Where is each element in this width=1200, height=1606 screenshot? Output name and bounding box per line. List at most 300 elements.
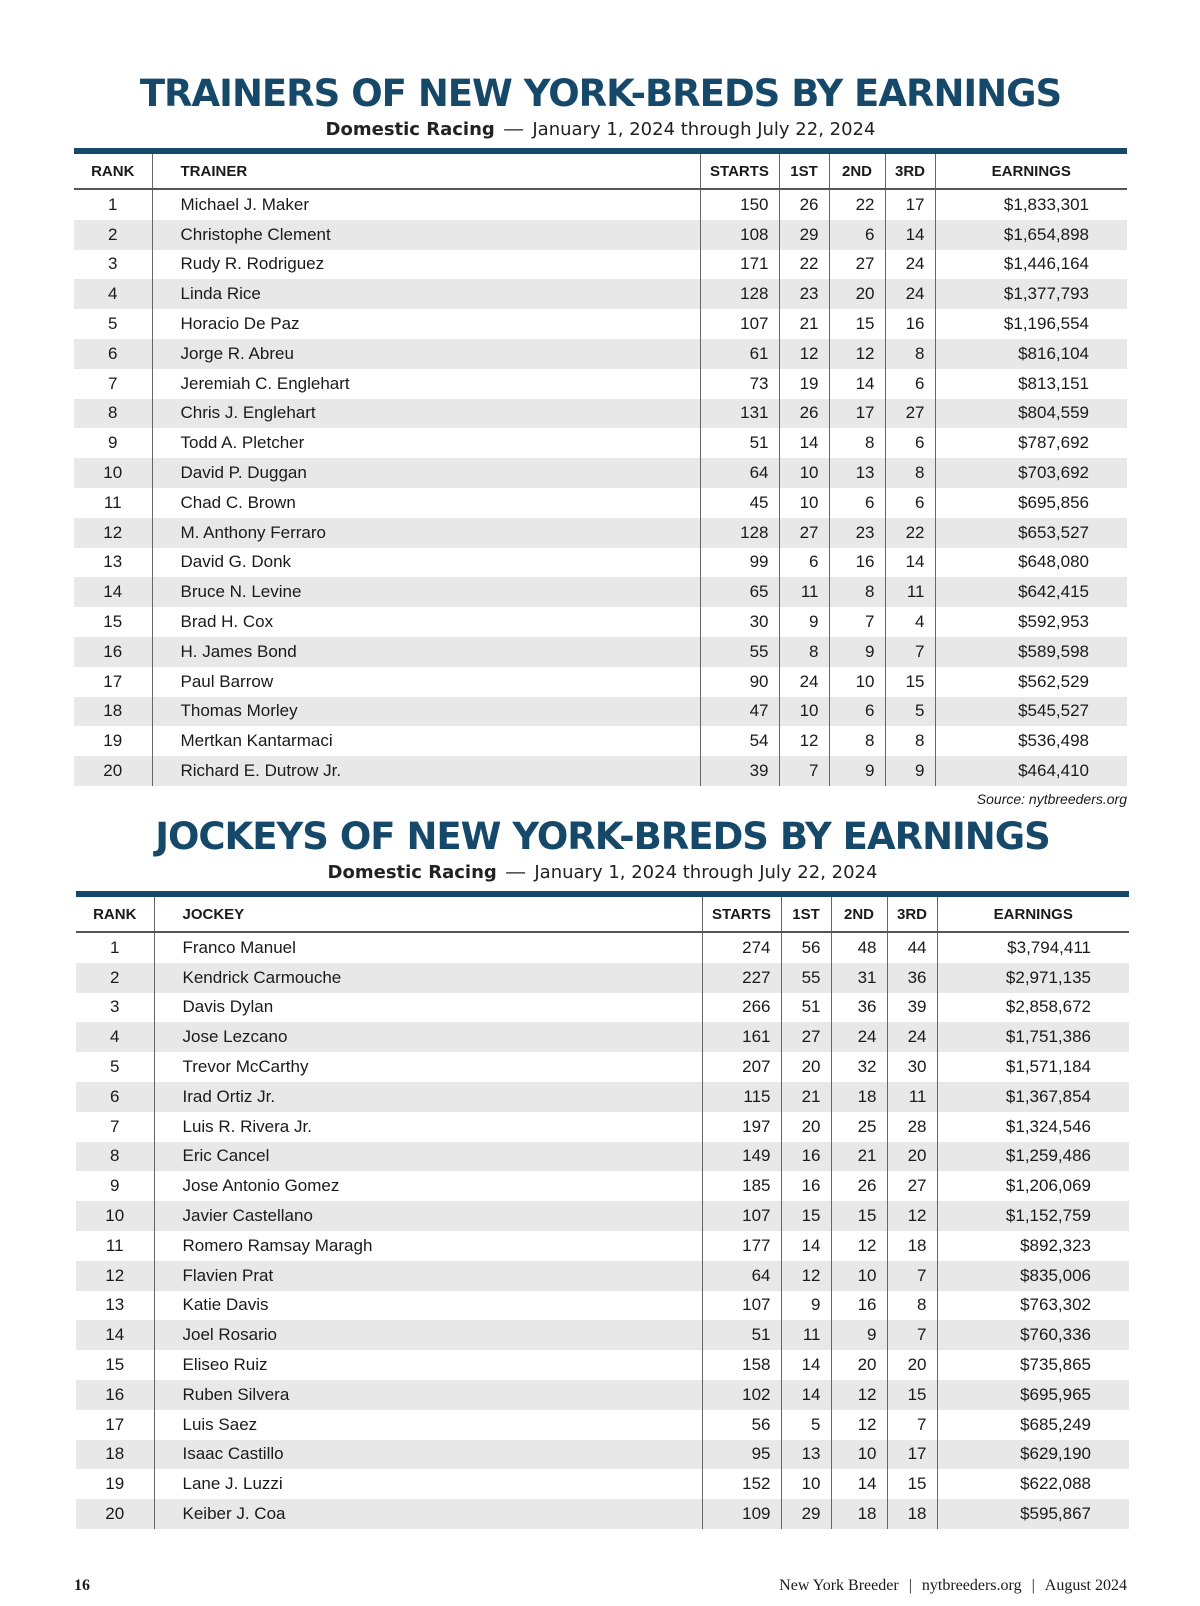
second-cell: 9 xyxy=(831,1320,887,1350)
rank-cell: 18 xyxy=(76,1440,154,1470)
earnings-cell: $629,190 xyxy=(937,1440,1129,1470)
earnings-header: EARNINGS xyxy=(935,154,1127,189)
starts-cell: 64 xyxy=(702,1261,781,1291)
table-row xyxy=(76,1469,1129,1499)
second-cell: 24 xyxy=(831,1022,887,1052)
rank-cell: 8 xyxy=(76,1142,154,1172)
second-cell: 20 xyxy=(829,279,885,309)
third-cell: 11 xyxy=(887,1082,937,1112)
table-row xyxy=(76,1112,1129,1142)
name-cell: Isaac Castillo xyxy=(154,1440,702,1470)
starts-cell: 30 xyxy=(700,607,779,637)
earnings-cell: $1,206,069 xyxy=(1005,1176,1091,1196)
third-cell: 7 xyxy=(887,1410,937,1440)
second-cell: 13 xyxy=(829,458,885,488)
table-row xyxy=(76,1052,1129,1082)
rank-cell: 15 xyxy=(76,1350,154,1380)
name-cell: Kendrick Carmouche xyxy=(154,963,702,993)
second-cell: 12 xyxy=(831,1380,887,1410)
jockeys-table-body xyxy=(76,932,1129,1529)
jockeys-title: JOCKEYS OF NEW YORK-BREDS BY EARNINGS xyxy=(155,815,1050,858)
first-cell: 51 xyxy=(781,993,831,1023)
name-cell: Flavien Prat xyxy=(154,1261,702,1291)
first-cell: 12 xyxy=(781,1261,831,1291)
name-cell: Joel Rosario xyxy=(154,1320,702,1350)
earnings-cell: $804,559 xyxy=(935,399,1127,429)
first-cell: 19 xyxy=(779,369,829,399)
table-row xyxy=(76,1261,1129,1291)
table-row xyxy=(74,220,1127,250)
website-link[interactable]: nytbreeders.org xyxy=(921,1577,1022,1594)
third-cell: 39 xyxy=(887,993,937,1023)
name-cell: Jose Lezcano xyxy=(154,1022,702,1052)
earnings-cell: $1,259,486 xyxy=(937,1142,1129,1172)
second-cell: 25 xyxy=(831,1112,887,1142)
table-row xyxy=(76,1082,1129,1112)
third-cell: 4 xyxy=(885,607,935,637)
name-cell: Keiber J. Coa xyxy=(154,1499,702,1529)
earnings-cell: $464,410 xyxy=(935,756,1127,786)
footer-separator: | xyxy=(1031,1577,1035,1594)
first-cell: 56 xyxy=(781,932,831,963)
name-cell: Christophe Clement xyxy=(152,220,700,250)
first-cell: 8 xyxy=(779,637,829,667)
starts-cell: 65 xyxy=(700,577,779,607)
rank-cell: 8 xyxy=(74,399,152,429)
second-cell: 9 xyxy=(829,756,885,786)
name-cell: Richard E. Dutrow Jr. xyxy=(152,756,700,786)
third-cell: 8 xyxy=(885,339,935,369)
table-row xyxy=(74,577,1127,607)
table-row xyxy=(76,1291,1129,1321)
starts-cell: 185 xyxy=(702,1171,781,1201)
table-row xyxy=(74,488,1127,518)
starts-cell: 109 xyxy=(702,1499,781,1529)
rank-cell: 20 xyxy=(76,1499,154,1529)
earnings-cell: $1,377,793 xyxy=(935,279,1127,309)
first-cell: 16 xyxy=(781,1171,831,1201)
earnings-cell: $589,598 xyxy=(935,637,1127,667)
first-cell: 14 xyxy=(781,1350,831,1380)
first-cell: 10 xyxy=(779,697,829,727)
earnings-cell: $813,151 xyxy=(1018,373,1089,393)
earnings-cell: $735,865 xyxy=(1020,1355,1091,1375)
name-cell: M. Anthony Ferraro xyxy=(152,518,700,548)
third-cell: 22 xyxy=(885,518,935,548)
table-row xyxy=(76,1022,1129,1052)
third-cell: 8 xyxy=(885,458,935,488)
jockeys-subtitle-range: January 1, 2024 through July 22, 2024 xyxy=(534,862,878,883)
starts-cell: 128 xyxy=(700,518,779,548)
third-cell: 24 xyxy=(885,279,935,309)
table-row xyxy=(76,1350,1129,1380)
rank-cell: 1 xyxy=(74,189,152,220)
rank-cell: 4 xyxy=(74,279,152,309)
third-cell: 8 xyxy=(885,726,935,756)
name-cell: Trevor McCarthy xyxy=(154,1052,702,1082)
third-cell: 14 xyxy=(885,548,935,578)
first-cell: 26 xyxy=(779,399,829,429)
rank-cell: 1 xyxy=(76,932,154,963)
table-row xyxy=(74,607,1127,637)
third-cell: 17 xyxy=(887,1440,937,1470)
starts-cell: 107 xyxy=(700,309,779,339)
name-cell: Katie Davis xyxy=(154,1291,702,1321)
first-cell: 10 xyxy=(779,458,829,488)
second-cell: 6 xyxy=(829,488,885,518)
second-cell: 48 xyxy=(831,932,887,963)
third-cell: 44 xyxy=(887,932,937,963)
rank-header: RANK xyxy=(76,897,154,932)
earnings-cell: $2,971,135 xyxy=(937,963,1129,993)
second-cell: 10 xyxy=(829,667,885,697)
third-header: 3RD xyxy=(885,154,935,189)
second-cell: 26 xyxy=(831,1171,887,1201)
rank-cell: 12 xyxy=(76,1261,154,1291)
table-row xyxy=(76,1320,1129,1350)
trainer-header: TRAINER xyxy=(152,154,700,189)
third-cell: 14 xyxy=(885,220,935,250)
table-row xyxy=(76,1171,1129,1201)
starts-cell: 177 xyxy=(702,1231,781,1261)
trainers-header-row xyxy=(74,154,1127,189)
second-cell: 10 xyxy=(831,1261,887,1291)
first-cell: 22 xyxy=(779,250,829,280)
starts-cell: 90 xyxy=(700,667,779,697)
rank-cell: 17 xyxy=(76,1410,154,1440)
earnings-cell: $1,751,386 xyxy=(937,1022,1129,1052)
table-row xyxy=(74,279,1127,309)
earnings-cell: $1,833,301 xyxy=(1003,194,1089,214)
earnings-cell: $695,965 xyxy=(937,1380,1129,1410)
earnings-cell: $760,336 xyxy=(937,1320,1129,1350)
name-cell: Chad C. Brown xyxy=(152,488,700,518)
starts-cell: 150 xyxy=(700,189,779,220)
earnings-cell: $835,006 xyxy=(937,1261,1129,1291)
name-cell: Eric Cancel xyxy=(154,1142,702,1172)
name-cell: Horacio De Paz xyxy=(152,309,700,339)
first-cell: 11 xyxy=(781,1320,831,1350)
second-cell: 14 xyxy=(829,369,885,399)
first-cell: 27 xyxy=(781,1022,831,1052)
third-cell: 24 xyxy=(887,1022,937,1052)
name-cell: Michael J. Maker xyxy=(152,189,700,220)
starts-cell: 102 xyxy=(702,1380,781,1410)
jockeys-section xyxy=(76,815,1129,1529)
jockey-header: JOCKEY xyxy=(154,897,702,932)
third-cell: 16 xyxy=(885,309,935,339)
third-cell: 20 xyxy=(887,1350,937,1380)
name-cell: Eliseo Ruiz xyxy=(154,1350,702,1380)
name-cell: David G. Donk xyxy=(152,548,700,578)
earnings-cell: $653,527 xyxy=(935,518,1127,548)
table-row xyxy=(74,339,1127,369)
rank-cell: 13 xyxy=(74,548,152,578)
second-cell: 8 xyxy=(829,726,885,756)
table-row xyxy=(74,458,1127,488)
table-row xyxy=(74,726,1127,756)
starts-cell: 115 xyxy=(702,1082,781,1112)
first-cell: 27 xyxy=(779,518,829,548)
first-cell: 26 xyxy=(779,189,829,220)
starts-cell: 45 xyxy=(700,488,779,518)
table-row xyxy=(74,189,1127,220)
second-cell: 15 xyxy=(829,309,885,339)
first-cell: 6 xyxy=(779,548,829,578)
rank-cell: 3 xyxy=(76,993,154,1023)
third-cell: 12 xyxy=(887,1201,937,1231)
name-cell: Chris J. Englehart xyxy=(152,399,700,429)
table-row xyxy=(76,1142,1129,1172)
second-cell: 16 xyxy=(831,1291,887,1321)
starts-cell: 149 xyxy=(702,1142,781,1172)
first-cell: 13 xyxy=(781,1440,831,1470)
third-cell: 6 xyxy=(885,488,935,518)
second-cell: 6 xyxy=(829,697,885,727)
second-cell: 31 xyxy=(831,963,887,993)
second-cell: 18 xyxy=(831,1082,887,1112)
third-cell: 8 xyxy=(887,1291,937,1321)
page-footer xyxy=(74,1577,1127,1601)
first-cell: 29 xyxy=(779,220,829,250)
earnings-cell: $1,196,554 xyxy=(1003,314,1089,334)
starts-cell: 197 xyxy=(702,1112,781,1142)
earnings-cell: $648,080 xyxy=(1018,552,1089,572)
first-cell: 12 xyxy=(779,339,829,369)
starts-cell: 99 xyxy=(700,548,779,578)
earnings-cell: $3,794,411 xyxy=(1007,937,1091,957)
table-row xyxy=(74,697,1127,727)
second-cell: 36 xyxy=(831,993,887,1023)
third-cell: 18 xyxy=(887,1499,937,1529)
starts-cell: 39 xyxy=(700,756,779,786)
starts-cell: 158 xyxy=(702,1350,781,1380)
trainers-title: TRAINERS OF NEW YORK-BREDS BY EARNINGS xyxy=(139,72,1062,115)
rank-cell: 4 xyxy=(76,1022,154,1052)
table-row xyxy=(74,518,1127,548)
third-cell: 7 xyxy=(885,637,935,667)
name-cell: Ruben Silvera xyxy=(154,1380,702,1410)
rank-cell: 19 xyxy=(76,1469,154,1499)
starts-cell: 47 xyxy=(700,697,779,727)
rank-cell: 6 xyxy=(76,1082,154,1112)
third-cell: 27 xyxy=(887,1171,937,1201)
name-cell: Linda Rice xyxy=(152,279,700,309)
earnings-cell: $1,654,898 xyxy=(935,220,1127,250)
jockeys-table xyxy=(76,897,1129,1529)
first-header: 1ST xyxy=(779,154,829,189)
second-header: 2ND xyxy=(831,897,887,932)
earnings-cell: $892,323 xyxy=(1020,1235,1091,1255)
jockeys-subtitle-dash: — xyxy=(506,862,526,883)
starts-cell: 51 xyxy=(700,428,779,458)
second-cell: 16 xyxy=(829,548,885,578)
earnings-cell: $536,498 xyxy=(1018,731,1089,751)
table-row xyxy=(76,963,1129,993)
first-cell: 14 xyxy=(779,428,829,458)
rank-cell: 13 xyxy=(76,1291,154,1321)
first-cell: 7 xyxy=(779,756,829,786)
third-cell: 30 xyxy=(887,1052,937,1082)
starts-cell: 128 xyxy=(700,279,779,309)
earnings-cell: $695,856 xyxy=(1018,492,1089,512)
earnings-cell: $1,152,759 xyxy=(937,1201,1129,1231)
rank-cell: 2 xyxy=(76,963,154,993)
rank-cell: 7 xyxy=(76,1112,154,1142)
second-cell: 15 xyxy=(831,1201,887,1231)
table-row xyxy=(76,1440,1129,1470)
starts-cell: 55 xyxy=(700,637,779,667)
third-cell: 7 xyxy=(887,1261,937,1291)
third-cell: 11 xyxy=(885,577,935,607)
earnings-cell: $763,302 xyxy=(1020,1295,1091,1315)
rank-cell: 7 xyxy=(74,369,152,399)
rank-cell: 2 xyxy=(74,220,152,250)
earnings-cell: $592,953 xyxy=(1018,612,1089,632)
table-row xyxy=(76,1380,1129,1410)
starts-cell: 51 xyxy=(702,1320,781,1350)
rank-cell: 16 xyxy=(74,637,152,667)
rank-cell: 18 xyxy=(74,697,152,727)
first-cell: 15 xyxy=(781,1201,831,1231)
second-cell: 18 xyxy=(831,1499,887,1529)
first-cell: 20 xyxy=(781,1052,831,1082)
earnings-cell: $642,415 xyxy=(935,577,1127,607)
name-cell: Luis R. Rivera Jr. xyxy=(154,1112,702,1142)
first-cell: 10 xyxy=(781,1469,831,1499)
first-cell: 29 xyxy=(781,1499,831,1529)
second-cell: 20 xyxy=(831,1350,887,1380)
third-cell: 20 xyxy=(887,1142,937,1172)
first-cell: 16 xyxy=(781,1142,831,1172)
first-cell: 10 xyxy=(779,488,829,518)
third-cell: 6 xyxy=(885,369,935,399)
page-number: 16 xyxy=(74,1577,90,1594)
rank-cell: 9 xyxy=(74,428,152,458)
rank-cell: 10 xyxy=(76,1201,154,1231)
table-row xyxy=(74,369,1127,399)
publication-name: New York Breeder xyxy=(779,1577,899,1594)
third-cell: 5 xyxy=(885,697,935,727)
table-row xyxy=(74,637,1127,667)
first-cell: 21 xyxy=(781,1082,831,1112)
rank-cell: 6 xyxy=(74,339,152,369)
earnings-cell: $816,104 xyxy=(935,339,1127,369)
name-cell: Javier Castellano xyxy=(154,1201,702,1231)
name-cell: Bruce N. Levine xyxy=(152,577,700,607)
jockeys-subtitle xyxy=(76,861,1129,885)
second-cell: 8 xyxy=(829,577,885,607)
first-cell: 20 xyxy=(781,1112,831,1142)
third-cell: 9 xyxy=(885,756,935,786)
second-cell: 7 xyxy=(829,607,885,637)
third-cell: 18 xyxy=(887,1231,937,1261)
name-cell: Irad Ortiz Jr. xyxy=(154,1082,702,1112)
name-cell: Thomas Morley xyxy=(152,697,700,727)
trainers-table-body xyxy=(74,189,1127,786)
name-cell: Paul Barrow xyxy=(152,667,700,697)
second-cell: 27 xyxy=(829,250,885,280)
name-cell: Jorge R. Abreu xyxy=(152,339,700,369)
table-row xyxy=(76,993,1129,1023)
table-row xyxy=(74,667,1127,697)
first-cell: 14 xyxy=(781,1380,831,1410)
first-cell: 11 xyxy=(779,577,829,607)
rank-cell: 15 xyxy=(74,607,152,637)
third-cell: 17 xyxy=(885,189,935,220)
trainers-section xyxy=(74,72,1127,808)
name-cell: Davis Dylan xyxy=(154,993,702,1023)
second-cell: 22 xyxy=(829,189,885,220)
earnings-cell: $703,692 xyxy=(935,458,1127,488)
rank-cell: 11 xyxy=(76,1231,154,1261)
rank-cell: 5 xyxy=(74,309,152,339)
table-row xyxy=(74,250,1127,280)
trainers-table xyxy=(74,154,1127,786)
name-cell: Jose Antonio Gomez xyxy=(154,1171,702,1201)
name-cell: Romero Ramsay Maragh xyxy=(154,1231,702,1261)
rank-cell: 20 xyxy=(74,756,152,786)
second-cell: 10 xyxy=(831,1440,887,1470)
starts-header: STARTS xyxy=(700,154,779,189)
first-cell: 9 xyxy=(779,607,829,637)
second-cell: 21 xyxy=(831,1142,887,1172)
first-cell: 9 xyxy=(781,1291,831,1321)
third-header: 3RD xyxy=(887,897,937,932)
starts-cell: 73 xyxy=(700,369,779,399)
second-cell: 6 xyxy=(829,220,885,250)
rank-cell: 9 xyxy=(76,1171,154,1201)
table-row xyxy=(74,756,1127,786)
second-cell: 17 xyxy=(829,399,885,429)
footer-credits xyxy=(779,1577,1127,1595)
second-cell: 12 xyxy=(831,1231,887,1261)
rank-cell: 19 xyxy=(74,726,152,756)
rank-cell: 5 xyxy=(76,1052,154,1082)
starts-cell: 95 xyxy=(702,1440,781,1470)
first-cell: 24 xyxy=(779,667,829,697)
trainers-subtitle-dash: — xyxy=(504,119,524,140)
table-row xyxy=(74,399,1127,429)
table-row xyxy=(76,932,1129,963)
table-row xyxy=(76,1410,1129,1440)
earnings-cell: $2,858,672 xyxy=(1005,997,1091,1017)
earnings-cell: $622,088 xyxy=(1020,1474,1091,1494)
starts-cell: 171 xyxy=(700,250,779,280)
rank-cell: 12 xyxy=(74,518,152,548)
first-header: 1ST xyxy=(781,897,831,932)
starts-cell: 227 xyxy=(702,963,781,993)
name-cell: Rudy R. Rodriguez xyxy=(152,250,700,280)
footer-separator: | xyxy=(908,1577,912,1594)
starts-cell: 131 xyxy=(700,399,779,429)
second-cell: 32 xyxy=(831,1052,887,1082)
trainers-subtitle-label: Domestic Racing xyxy=(325,119,495,140)
issue-date: August 2024 xyxy=(1044,1577,1127,1594)
second-cell: 12 xyxy=(831,1410,887,1440)
earnings-cell: $595,867 xyxy=(937,1499,1129,1529)
second-cell: 12 xyxy=(829,339,885,369)
starts-cell: 107 xyxy=(702,1201,781,1231)
third-cell: 15 xyxy=(887,1380,937,1410)
earnings-cell: $1,446,164 xyxy=(1003,254,1089,274)
starts-header: STARTS xyxy=(702,897,781,932)
earnings-header: EARNINGS xyxy=(937,897,1129,932)
table-row xyxy=(74,309,1127,339)
table-row xyxy=(74,548,1127,578)
name-cell: Franco Manuel xyxy=(154,932,702,963)
table-row xyxy=(76,1201,1129,1231)
